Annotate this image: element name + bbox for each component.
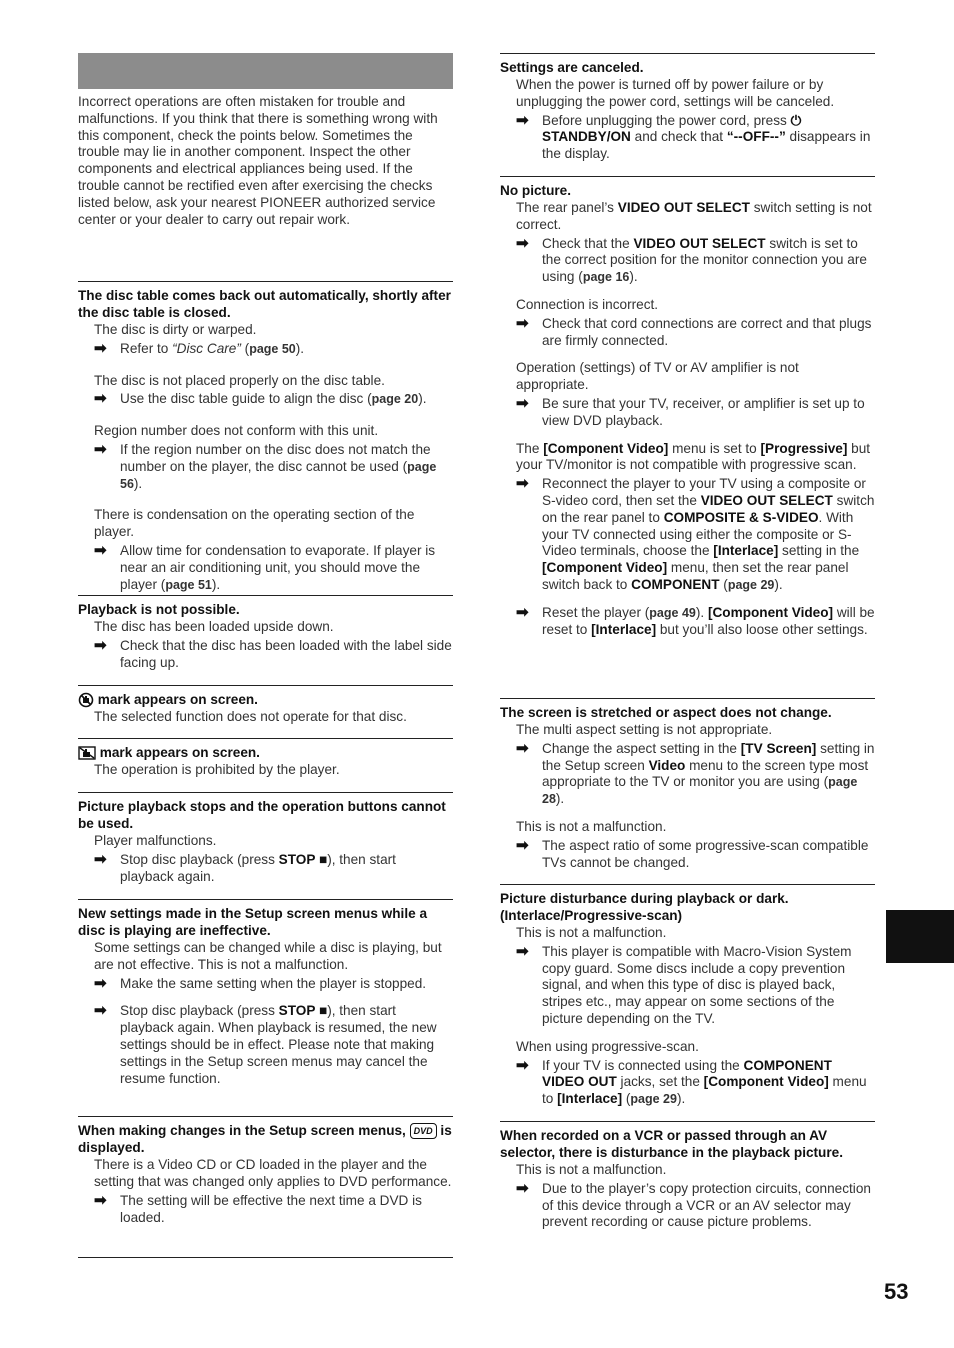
- arrow-icon: ➡: [516, 603, 529, 621]
- issue-prohibited-mark: [78, 738, 453, 779]
- remedy-item: ➡ Change the aspect setting in the [TV Screen] setting in the Setup screen Video menu to the screen type most appropriate to the TV or monitor you are using (page 28).: [516, 739, 875, 807]
- cause-text: The multi aspect setting is not appropriate.: [516, 722, 773, 737]
- remedy-item: ➡ Refer to “Disc Care” (page 50).: [94, 339, 305, 357]
- cause-text: When the power is turned off by power failure or by unplugging the power cord, settings will be canceled.: [516, 77, 835, 109]
- arrow-icon: ➡: [94, 390, 107, 408]
- issue-title: Playback is not possible.: [78, 602, 240, 617]
- issue-title: No picture.: [500, 183, 571, 198]
- divider: [78, 1257, 453, 1258]
- arrow-icon: ➡: [94, 440, 107, 458]
- issue-no-picture: [500, 176, 875, 638]
- remedy-item: ➡ Before unplugging the power cord, press ⏻ STANDBY/ON and check that “--OFF--” disappears in the display.: [516, 111, 871, 162]
- issue-title: The disc table comes back out automatically, shortly after the disc table is closed.: [78, 288, 451, 320]
- remedy-item: ➡ If your TV is connected using the COMPONENT VIDEO OUT jacks, set the [Component Video] menu to [Interlace] (page 29).: [516, 1056, 867, 1107]
- cause-text: The [Component Video] menu is set to [Progressive] but your TV/monitor is not compatible with progressive scan.: [516, 440, 871, 473]
- cause-text: When using progressive-scan.: [516, 1038, 699, 1054]
- arrow-icon: ➡: [94, 1192, 107, 1209]
- cause-text: The disc is not placed properly on the disc table.: [94, 372, 385, 388]
- cause-text: There is condensation on the operating section of the player.: [94, 507, 415, 540]
- issue-title: Picture disturbance during playback or dark. (Interlace/Progressive-scan): [500, 891, 789, 923]
- remedy-item: ➡ Use the disc table guide to align the disc (page 20).: [94, 390, 427, 408]
- issue-new-settings-ineffective: [78, 899, 453, 1087]
- remedy-item: ➡ Due to the player’s copy protection circuits, connection of this device through a VCR or an AV selector may prevent recording or cause picture problems.: [516, 1179, 871, 1230]
- issue-disc-table-returns: [78, 281, 453, 593]
- cause-text: The operation is prohibited by the player.: [94, 762, 340, 778]
- issue-title: mark appears on screen.: [78, 691, 453, 708]
- issue-title: mark appears on screen.: [78, 744, 453, 761]
- remedy-item: ➡ Stop disc playback (press STOP ■), then start playback again. When playback is resumed, the new settings should be in effect. Please note that making settings in the Setup screen menus may cancel the resume function.: [94, 1002, 437, 1086]
- issue-title: Settings are canceled.: [500, 60, 644, 75]
- issue-title: The screen is stretched or aspect does not change.: [500, 705, 832, 720]
- arrow-icon: ➡: [516, 1056, 529, 1074]
- issue-vcr-disturbance: [500, 1121, 875, 1231]
- prohibited-hand-icon: [78, 745, 96, 761]
- arrow-icon: ➡: [94, 850, 107, 868]
- issue-dvd-icon-displayed: [78, 1116, 453, 1227]
- cause-text: Player malfunctions.: [94, 833, 217, 848]
- invalid-hand-icon: [78, 692, 94, 708]
- issue-playback-not-possible: [78, 595, 453, 671]
- arrow-icon: ➡: [516, 1179, 529, 1197]
- cause-text: Some settings can be changed while a disc is playing, but are not effective. This is not a malfunction.: [94, 940, 442, 972]
- arrow-icon: ➡: [516, 314, 529, 332]
- issue-title: Picture playback stops and the operation buttons cannot be used.: [78, 799, 446, 831]
- cause-text: The selected function does not operate for that disc.: [94, 709, 407, 725]
- arrow-icon: ➡: [516, 394, 529, 412]
- remedy-item: ➡ Reconnect the player to your TV using a composite or S-video cord, then set the VIDEO OUT SELECT switch on the rear panel to COMPOSITE & S-VIDEO. With your TV connected using either the composite or S-Video terminals, choose the [Interlace] setting in the [Component Video] menu, then set the rear panel switch back to COMPONENT (page 29).: [516, 475, 875, 592]
- cause-text: The rear panel’s VIDEO OUT SELECT switch setting is not correct.: [516, 200, 872, 232]
- issue-title: When making changes in the Setup screen menus, DVD is displayed.: [78, 1123, 452, 1156]
- issue-screen-stretched: [500, 698, 875, 871]
- cause-text: Operation (settings) of TV or AV amplifier is not appropriate.: [516, 360, 799, 393]
- section-header-bar: [78, 53, 453, 89]
- page-number: 53: [884, 1279, 909, 1304]
- issue-picture-stops: [78, 792, 453, 885]
- dvd-icon: DVD: [410, 1123, 437, 1139]
- remedy-item: ➡ Allow time for condensation to evaporate. If player is near an air conditioning unit, you should move the player (page 51).: [94, 541, 436, 592]
- arrow-icon: ➡: [516, 111, 529, 129]
- remedy-item: ➡ If the region number on the disc does not match the number on the player, the disc cannot be used (page 56).: [94, 440, 437, 491]
- arrow-icon: ➡: [516, 475, 529, 493]
- remedy-item: ➡ The setting will be effective the next time a DVD is loaded.: [94, 1192, 422, 1225]
- arrow-icon: ➡: [94, 339, 107, 357]
- remedy-item: ➡ The aspect ratio of some progressive-scan compatible TVs cannot be changed.: [516, 836, 869, 870]
- issue-settings-canceled: [500, 53, 875, 163]
- remedy-item: ➡ This player is compatible with Macro-Vision System copy guard. Some discs include a copy prevention signal, and when this type of disc is played back, stripes etc., may appear on some sections of the picture depending on the TV.: [516, 942, 852, 1026]
- cause-text: The disc has been loaded upside down.: [94, 619, 334, 634]
- cause-text: Region number does not conform with this unit.: [94, 423, 379, 439]
- cause-text: There is a Video CD or CD loaded in the player and the setting that was changed only applies to DVD performance.: [94, 1157, 452, 1190]
- remedy-item: ➡ Make the same setting when the player is stopped.: [94, 974, 427, 992]
- arrow-icon: ➡: [94, 974, 107, 992]
- issue-title: When recorded on a VCR or passed through an AV selector, there is disturbance in the playback picture.: [500, 1128, 843, 1160]
- cause-text: This is not a malfunction.: [516, 818, 667, 834]
- chapter-side-tab: [886, 910, 954, 963]
- arrow-icon: ➡: [94, 636, 107, 654]
- arrow-icon: ➡: [516, 739, 529, 757]
- cause-text: This is not a malfunction.: [516, 1162, 667, 1177]
- issue-title: New settings made in the Setup screen menus while a disc is playing are ineffective.: [78, 906, 428, 938]
- issue-picture-disturbance: [500, 884, 875, 1108]
- remedy-item: ➡ Check that the disc has been loaded with the label side facing up.: [94, 636, 452, 670]
- cause-text: The disc is dirty or warped.: [94, 322, 257, 337]
- cause-text: Connection is incorrect.: [516, 296, 659, 312]
- arrow-icon: ➡: [516, 836, 529, 854]
- remedy-item: ➡ Stop disc playback (press STOP ■), then start playback again.: [94, 850, 396, 884]
- remedy-item: ➡ Reset the player (page 49). [Component Video] will be reset to [Interlace] but you’ll also loose other settings.: [516, 603, 875, 637]
- arrow-icon: ➡: [516, 942, 529, 960]
- remedy-item: ➡ Check that the VIDEO OUT SELECT switch is set to the correct position for the monitor connection you are using (page 16).: [516, 234, 867, 285]
- cause-text: This is not a malfunction.: [516, 925, 667, 940]
- remedy-item: ➡ Be sure that your TV, receiver, or amplifier is set up to view DVD playback.: [516, 394, 865, 428]
- issue-invalid-mark: [78, 685, 453, 726]
- intro-paragraph: Incorrect operations are often mistaken for trouble and malfunctions. If you think that there is something wrong with this component, check the points below. Sometimes the trouble may lie in another component. Inspect the other components and electrical appliances being used. If the trouble cannot be rectified even after exercising the checks listed below, ask your nearest PIONEER authorized service center or your dealer to carry out repair work.: [78, 94, 438, 227]
- arrow-icon: ➡: [94, 541, 107, 559]
- arrow-icon: ➡: [516, 234, 529, 252]
- remedy-item: ➡ Check that cord connections are correct and that plugs are firmly connected.: [516, 314, 872, 348]
- arrow-icon: ➡: [94, 1002, 107, 1020]
